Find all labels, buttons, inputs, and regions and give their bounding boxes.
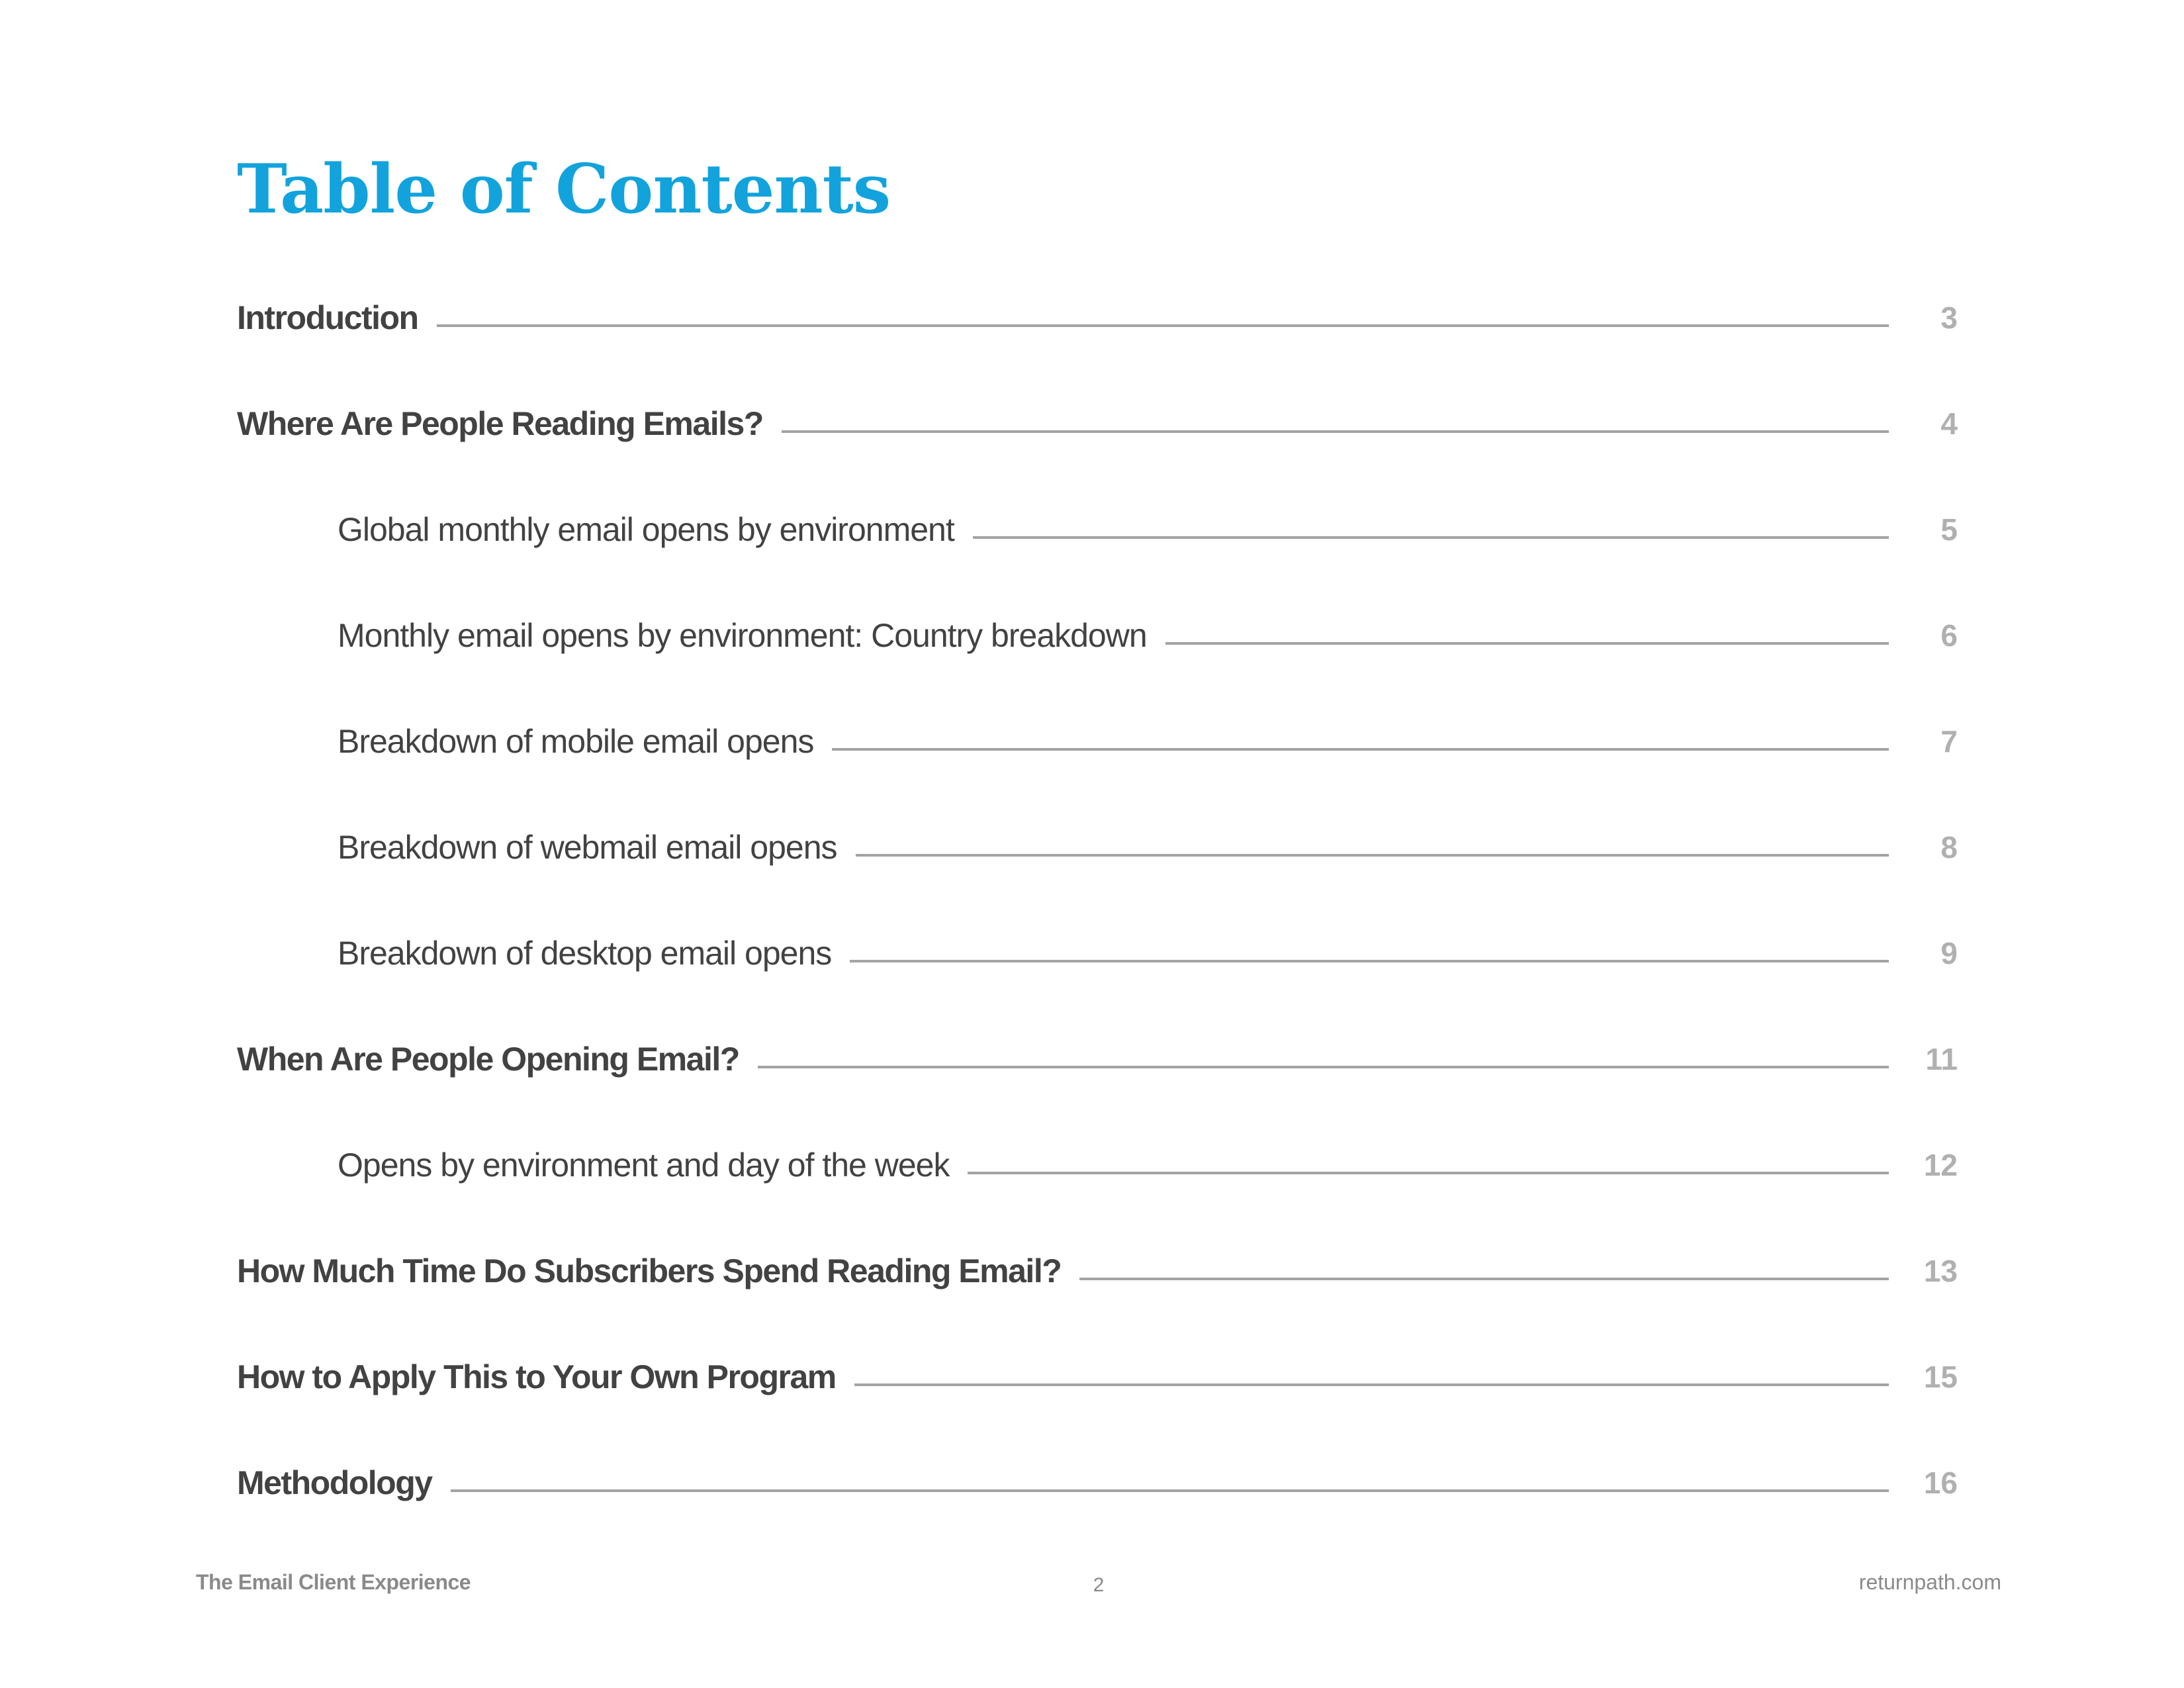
toc-page-number: 8 (1940, 830, 1958, 865)
toc-page-number: 7 (1940, 724, 1958, 759)
toc-entry-when-opening[interactable] (237, 1033, 1958, 1139)
toc-entry-label: Monthly email opens by environment: Country breakdown (338, 617, 1147, 654)
toc-entry-introduction[interactable] (237, 291, 1958, 397)
toc-page-number: 16 (1923, 1466, 1958, 1500)
toc-entry-label: Breakdown of webmail email opens (338, 829, 837, 866)
footer-website: returnpath.com (1858, 1570, 2001, 1594)
toc-leader-line (451, 1489, 1889, 1492)
table-of-contents (237, 291, 1958, 1562)
toc-entry-global-monthly[interactable] (237, 503, 1958, 609)
toc-entry-apply-program[interactable] (237, 1350, 1958, 1456)
toc-entry-methodology[interactable] (237, 1456, 1958, 1562)
toc-leader-line (1079, 1278, 1889, 1280)
toc-entry-label: How Much Time Do Subscribers Spend Reading Email? (237, 1252, 1062, 1289)
toc-page-number: 9 (1940, 936, 1958, 970)
toc-leader-line (854, 1383, 1889, 1386)
toc-entry-label: Methodology (237, 1464, 432, 1501)
toc-entry-label: When Are People Opening Email? (237, 1041, 739, 1078)
toc-leader-line (832, 748, 1889, 751)
toc-page-number: 15 (1923, 1360, 1958, 1394)
toc-entry-label: How to Apply This to Your Own Program (237, 1358, 836, 1395)
toc-entry-mobile-opens[interactable] (237, 715, 1958, 821)
toc-entry-desktop-opens[interactable] (237, 927, 1958, 1033)
toc-entry-where-reading[interactable] (237, 397, 1958, 503)
page-title: Table of Contents (237, 150, 891, 229)
toc-entry-label: Where Are People Reading Emails? (237, 405, 763, 442)
toc-leader-line (968, 1172, 1889, 1174)
toc-entry-country-breakdown[interactable] (237, 609, 1958, 715)
toc-entry-label: Global monthly email opens by environment (338, 511, 954, 548)
toc-page-number: 6 (1940, 618, 1958, 653)
footer-document-title: The Email Client Experience (196, 1570, 471, 1594)
toc-page-number: 3 (1940, 301, 1958, 335)
toc-leader-line (758, 1066, 1889, 1068)
page-footer (0, 1570, 2184, 1610)
footer-page-number: 2 (1093, 1574, 1105, 1596)
toc-entry-label: Breakdown of desktop email opens (338, 935, 832, 972)
toc-entry-label: Opens by environment and day of the week (338, 1147, 950, 1184)
toc-leader-line (856, 854, 1889, 857)
toc-entry-label: Introduction (237, 299, 418, 336)
toc-entry-time-spent[interactable] (237, 1244, 1958, 1350)
toc-page-number: 13 (1923, 1254, 1958, 1288)
toc-page-number: 12 (1923, 1148, 1958, 1182)
toc-leader-line (782, 430, 1889, 433)
toc-page-number: 4 (1940, 406, 1958, 441)
toc-leader-line (850, 960, 1889, 962)
toc-page-number: 5 (1940, 512, 1958, 547)
toc-leader-line (973, 536, 1889, 539)
toc-leader-line (1165, 642, 1889, 645)
toc-page-number: 11 (1925, 1042, 1958, 1076)
toc-entry-webmail-opens[interactable] (237, 821, 1958, 927)
toc-entry-label: Breakdown of mobile email opens (338, 723, 814, 760)
toc-leader-line (437, 324, 1889, 327)
toc-entry-day-of-week[interactable] (237, 1139, 1958, 1244)
